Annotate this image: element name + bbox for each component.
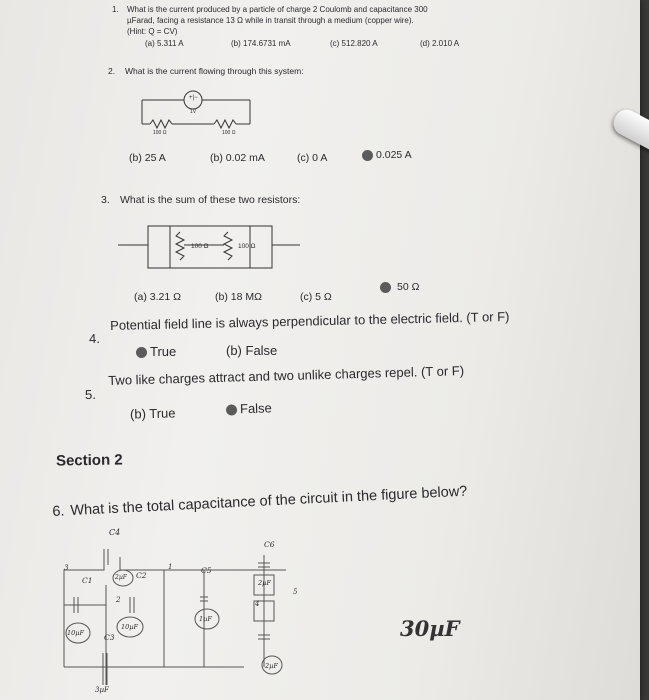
q2-option-d-label: 0.025 A [376,149,412,161]
q6-value-3uf-c3: 3µF [95,686,109,694]
q6-label-c2: C2 [136,571,147,580]
q4-option-a-marked [136,344,176,359]
q2-r2-label: 100 Ω [222,130,236,136]
q3-option-d-marked [380,281,419,293]
q6-node-4: 4 [255,600,260,608]
q4-option-b: (b) False [226,343,278,358]
q6-node-3: 3 [64,564,69,572]
q6-node-2: 2 [116,596,121,604]
q6-value-2uf-c6a: 2µF [258,579,271,587]
q2-r1-label: 100 Ω [153,130,167,136]
section-heading: Section 2 [55,451,123,470]
q5-text: Two like charges attract and two unlike charges repel. (T or F) [108,363,465,388]
q3-option-c: (c) 5 Ω [300,291,332,303]
q6-circuit-diagram [58,535,308,700]
q6-node-1: 1 [168,563,173,571]
q2-option-c: (c) 0 A [297,152,328,164]
q5-option-a: (b) True [129,405,176,422]
q3-r2-label: 100 Ω [238,243,256,250]
q1-option-b: (b) 174.6731 mA [231,39,291,48]
q6-label-c4: C4 [109,528,121,537]
q2-number: 2. [108,66,116,76]
q5-option-b-marked [226,400,272,416]
q1-hint: (Hint: Q = CV) [127,27,178,36]
q6-value-10uf-c2: 10µF [121,623,139,631]
q3-circuit-diagram [118,222,308,282]
filled-bubble-icon [362,150,373,161]
q1-text-line2: µFarad, facing a resistance 13 Ω while in transit through a medium (copper wire). [127,16,414,25]
q4-option-a-label: True [150,344,177,359]
q3-option-d-label: 50 Ω [397,281,420,293]
q1-option-c: (c) 512.820 A [330,39,378,48]
q3-text: What is the sum of these two resistors: [120,194,301,206]
filled-bubble-icon [380,282,391,293]
q2-source-label: 1V [190,109,197,115]
q6-label-c5: C5 [201,566,212,575]
q6-value-2uf-c4: 2µF [115,574,127,581]
q5-number: 5. [84,386,97,403]
q6-value-1uf-c5: 1µF [199,615,212,623]
q1-option-a: (a) 5.311 A [145,39,184,48]
q3-option-a: (a) 3.21 Ω [134,291,181,303]
q6-label-c6: C6 [264,540,275,549]
q6-text: What is the total capacitance of the circuit in the figure below? [70,483,468,519]
q3-option-b: (b) 18 MΩ [215,291,262,303]
filled-bubble-icon [226,404,237,415]
q6-handwritten-answer: 30µF [400,616,460,641]
q5-option-b-label: False [239,400,272,417]
q2-source-symbol: +|− [189,95,198,101]
filled-bubble-icon [136,347,147,358]
q4-number: 4. [88,330,101,347]
q2-option-b: (b) 0.02 mA [210,152,265,164]
q6-label-c1: C1 [82,576,93,585]
q6-number: 6. [52,503,65,520]
q2-text: What is the current flowing through this system: [125,66,304,76]
q6-value-2uf-c6b: 2µF [265,662,278,670]
q1-number: 1. [112,5,119,14]
q3-r1-label: 100 Ω [191,243,209,250]
q6-value-10uf-c1: 10µF [67,629,85,637]
q1-text-line1: What is the current produced by a particle of charge 2 Coulomb and capacitance 300 [127,5,428,14]
q6-node-5: 5 [293,588,298,596]
q6-label-c3: C3 [104,633,115,642]
q2-option-d-marked [362,149,412,161]
q4-text: Potential field line is always perpendicular to the electric field. (T or F) [110,308,510,333]
q1-option-d: (d) 2.010 A [420,39,460,48]
q3-number: 3. [101,194,110,206]
q2-option-a: (b) 25 A [129,152,166,164]
